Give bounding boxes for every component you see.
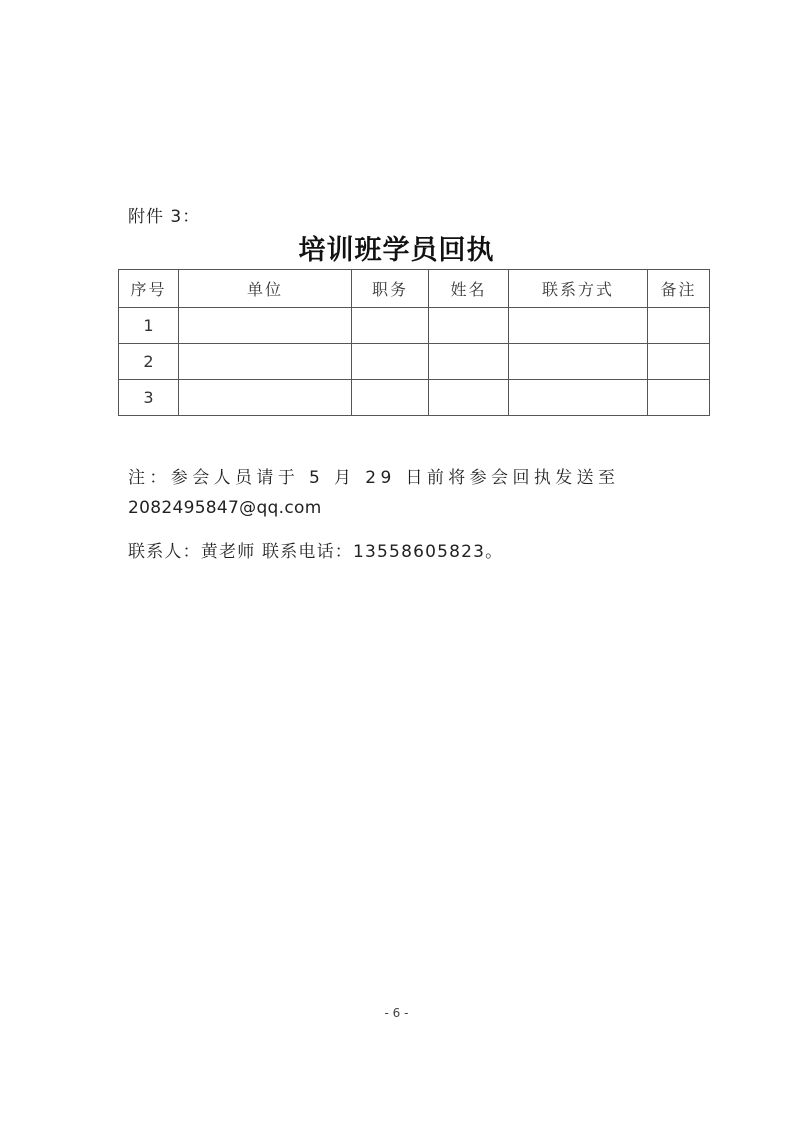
cell-organization[interactable] [179, 308, 352, 344]
cell-remarks[interactable] [648, 380, 710, 416]
page-number: - 6 - [384, 1006, 409, 1020]
table-header-row [119, 270, 710, 308]
header-contact: 联系方式 [509, 270, 648, 308]
cell-remarks[interactable] [648, 344, 710, 380]
cell-remarks[interactable] [648, 308, 710, 344]
cell-name[interactable] [429, 344, 509, 380]
cell-organization[interactable] [179, 380, 352, 416]
note-contact-person: 联系人：黄老师 联系电话：13558605823。 [128, 542, 504, 562]
header-organization: 单位 [179, 270, 352, 308]
cell-serial-number: 3 [119, 380, 179, 416]
cell-serial-number: 2 [119, 344, 179, 380]
note-deadline-line: 注：参会人员请于 5 月 29 日前将参会回执发送至 [128, 468, 620, 488]
header-name: 姓名 [429, 270, 509, 308]
note-email-address: 2082495847@qq.com [128, 498, 322, 518]
header-position: 职务 [352, 270, 429, 308]
cell-position[interactable] [352, 344, 429, 380]
cell-name[interactable] [429, 380, 509, 416]
table-row [119, 380, 710, 416]
header-serial-number: 序号 [119, 270, 179, 308]
cell-organization[interactable] [179, 344, 352, 380]
header-remarks: 备注 [648, 270, 710, 308]
form-title: 培训班学员回执 [298, 235, 495, 266]
cell-position[interactable] [352, 380, 429, 416]
cell-contact[interactable] [509, 344, 648, 380]
table-row [119, 308, 710, 344]
receipt-table [118, 269, 710, 416]
cell-contact[interactable] [509, 380, 648, 416]
table-row [119, 344, 710, 380]
cell-serial-number: 1 [119, 308, 179, 344]
cell-contact[interactable] [509, 308, 648, 344]
cell-name[interactable] [429, 308, 509, 344]
attachment-label: 附件 3： [128, 207, 201, 227]
cell-position[interactable] [352, 308, 429, 344]
